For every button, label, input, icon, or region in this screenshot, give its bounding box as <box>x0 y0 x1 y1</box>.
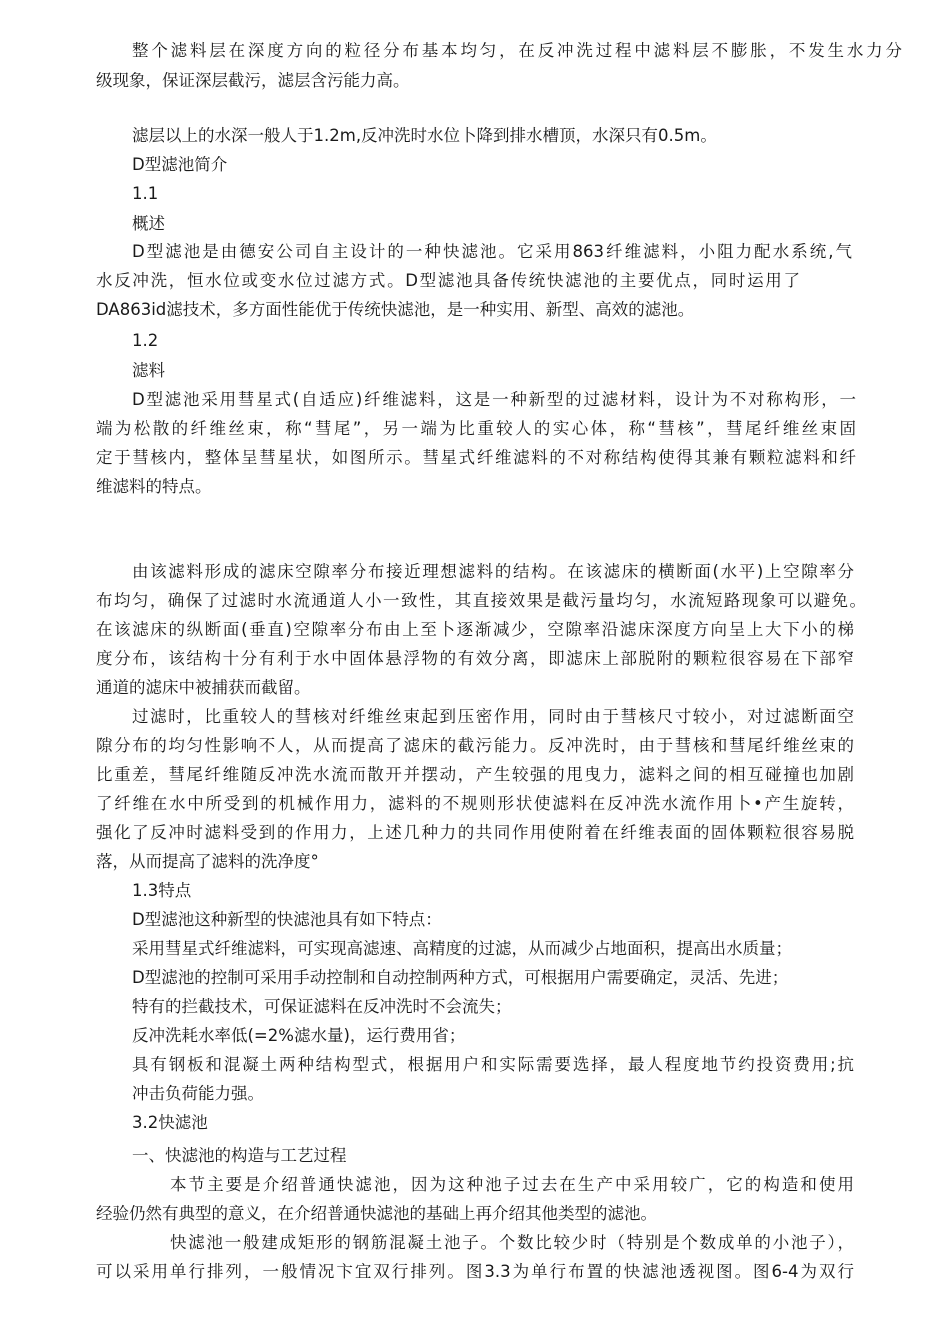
text-line: 布均匀，确保了过滤时水流通道人小一致性，其直接效果是截污量均匀，水流短路现象可以避免。 <box>96 591 866 610</box>
text-line: 级现象，保证深层截污，滤层含污能力高。 <box>96 71 410 90</box>
text-line: 强化了反冲时滤料受到的作用力，上述几种力的共同作用使附着在纤维表面的固体颗粒很容易脱 <box>96 823 854 842</box>
section-heading: D型滤池简介 <box>132 155 228 174</box>
list-item: D型滤池的控制可采用手动控制和自动控制两种方式，可根据用户需要确定，灵活、先进； <box>132 968 789 987</box>
text-line: 端为松散的纤维丝束，称“彗尾”，另一端为比重较人的实心体，称“彗核”，彗尾纤维丝束固 <box>96 419 856 438</box>
text-line: 由该滤料形成的滤床空隙率分布接近理想滤料的结构。在该滤床的横断面(水平)上空隙率分 <box>132 562 854 581</box>
text-line: 隙分布的均匀性影响不人，从而提高了滤床的截污能力。反冲洗时，由于彗核和彗尾纤维丝束的 <box>96 736 854 755</box>
text-line: 落，从而提高了滤料的洗净度° <box>96 852 319 871</box>
text-line: 维滤料的特点。 <box>96 477 212 496</box>
section-title: 滤料 <box>132 361 165 380</box>
text-line: 整个滤料层在深度方向的粒径分布基本均匀，在反冲洗过程中滤料层不膨胀，不发生水力分 <box>132 41 902 60</box>
text-line: 可以采用单行排列，一般情况卞宜双行排列。图3.3为单行布置的快滤池透视图。图6-4为双行 <box>96 1262 854 1281</box>
text-line: 通道的滤床中被捕获而截留。 <box>96 678 311 697</box>
text-line: 水反冲洗，恒水位或变水位过滤方式。D型滤池具备传统快滤池的主要优点，同时运用了 <box>96 271 800 290</box>
list-item: 反冲洗耗水率低(=2%滤水量)，运行费用省； <box>132 1026 466 1045</box>
list-item: 具有钢板和混凝土两种结构型式，根据用户和实际需要选择，最人程度地节约投资费用;抗 <box>132 1055 854 1074</box>
list-item: 采用彗星式纤维滤料，可实现高滤速、高精度的过滤，从而减少占地面积，提高出水质量； <box>132 939 792 958</box>
text-line: 过滤时，比重较人的彗核对纤维丝束起到压密作用，同时由于彗核尺寸较小，对过滤断面空 <box>132 707 854 726</box>
text-line: 经验仍然有典型的意义，在介绍普通快滤池的基础上再介绍其他类型的滤池。 <box>96 1204 657 1223</box>
text-line: 快滤池一般建成矩形的钢筋混凝土池子。个数比较少时（特别是个数成单的小池子）， <box>170 1233 854 1252</box>
text-line: D型滤池是由德安公司自主设计的一种快滤池。它采用863纤维滤料，小阻力配水系统,气 <box>132 242 852 261</box>
text-line: 在该滤床的纵断面(垂直)空隙率分布由上至卜逐渐减少，空隙率沿滤床深度方向呈上大下小的梯 <box>96 620 854 639</box>
section-title: 概述 <box>132 214 165 233</box>
subsection-heading: 一、快滤池的构造与工艺过程 <box>132 1146 347 1165</box>
text-line: 了纤维在水中所受到的机械作用力，滤料的不规则形状使滤料在反冲洗水流作用卜•产生旋转， <box>96 794 854 813</box>
text-line: DA863id滤技术，多方面性能优于传统快滤池，是一种实用、新型、高效的滤池。 <box>96 300 695 319</box>
text-line: 定于彗核内，整体呈彗星状，如图所示。彗星式纤维滤料的不对称结构使得其兼有颗粒滤料和纤 <box>96 448 856 467</box>
text-line: 滤层以上的水深一般人于1.2m,反冲洗时水位卜降到排水槽顶，水深只有0.5m。 <box>132 126 717 145</box>
text-line: 本节主要是介绍普通快滤池，因为这种池子过去在生产中采用较广，它的构造和使用 <box>170 1175 854 1194</box>
text-line: 比重差，彗尾纤维随反冲洗水流而散开并摆动，产生较强的甩曳力，滤料之间的相互碰撞也加剧 <box>96 765 854 784</box>
section-number: 1.2 <box>132 331 159 350</box>
list-item-continued: 冲击负荷能力强。 <box>132 1084 264 1103</box>
text-line: 度分布，该结构十分有利于水中固体悬浮物的有效分离，即滤床上部脱附的颗粒很容易在下部窄 <box>96 649 854 668</box>
section-heading: 3.2快滤池 <box>132 1113 208 1132</box>
section-heading: 1.3特点 <box>132 881 192 900</box>
text-line: D型滤池这种新型的快滤池具有如下特点： <box>132 910 442 929</box>
list-item: 特有的拦截技术，可保证滤料在反冲洗时不会流失； <box>132 997 512 1016</box>
text-line: D型滤池采用彗星式(自适应)纤维滤料，这是一种新型的过滤材料，设计为不对称构形，一 <box>132 390 856 409</box>
section-number: 1.1 <box>132 184 159 203</box>
